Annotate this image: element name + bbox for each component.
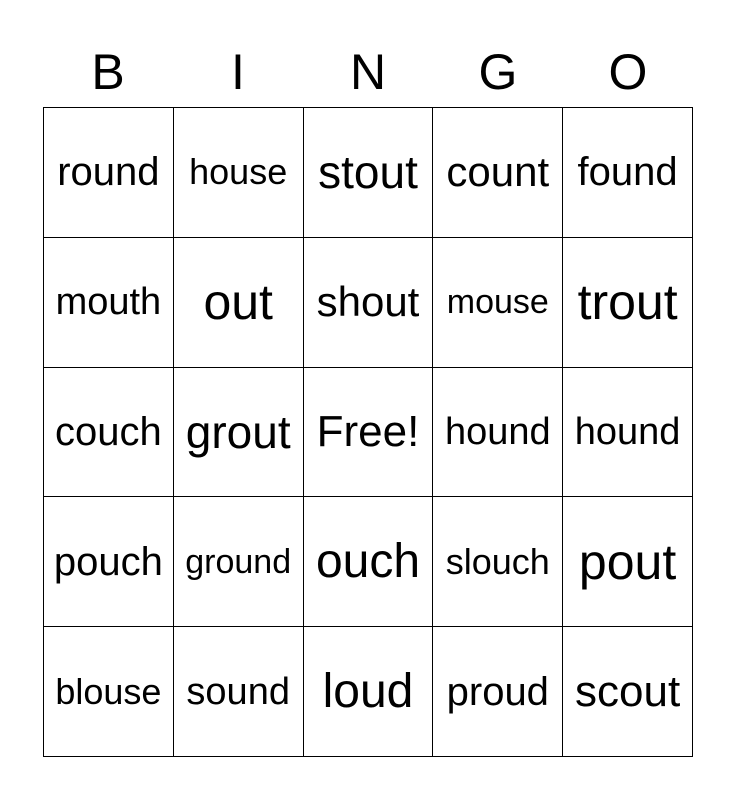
header-letter-g: G bbox=[478, 44, 518, 100]
bingo-cell-r3-c2[interactable] bbox=[174, 368, 304, 498]
cell-word: house bbox=[189, 151, 288, 193]
bingo-cell-r5-c1[interactable] bbox=[44, 627, 174, 757]
bingo-cell-r2-c4[interactable] bbox=[433, 238, 563, 368]
cell-word: hound bbox=[574, 410, 681, 453]
bingo-cell-r3-c4[interactable] bbox=[433, 368, 563, 498]
cell-word: grout bbox=[185, 405, 291, 458]
cell-word: stout bbox=[318, 146, 418, 199]
header-letter-i: I bbox=[231, 44, 245, 100]
bingo-cell-r2-c5[interactable] bbox=[563, 238, 693, 368]
cell-word: out bbox=[203, 274, 273, 331]
bingo-cell-r2-c3[interactable] bbox=[304, 238, 434, 368]
bingo-cell-r4-c2[interactable] bbox=[174, 497, 304, 627]
bingo-cell-r5-c5[interactable] bbox=[563, 627, 693, 757]
cell-word: pouch bbox=[53, 539, 163, 584]
bingo-cell-r5-c3[interactable] bbox=[304, 627, 434, 757]
bingo-cell-r3-c3[interactable] bbox=[304, 368, 434, 498]
cell-word: hound bbox=[444, 410, 551, 453]
cell-word: pout bbox=[578, 533, 677, 590]
cell-word: couch bbox=[55, 409, 162, 454]
cell-word: blouse bbox=[55, 670, 162, 712]
bingo-cell-r1-c3[interactable] bbox=[304, 108, 434, 238]
cell-word: Free! bbox=[316, 406, 420, 456]
cell-word: loud bbox=[322, 664, 414, 718]
bingo-cell-r2-c1[interactable] bbox=[44, 238, 174, 368]
bingo-cell-r4-c1[interactable] bbox=[44, 497, 174, 627]
header-letter-b: B bbox=[91, 44, 125, 100]
bingo-cell-r4-c3[interactable] bbox=[304, 497, 434, 627]
bingo-cell-r1-c2[interactable] bbox=[174, 108, 304, 238]
cell-word: scout bbox=[575, 666, 681, 716]
bingo-cell-r3-c5[interactable] bbox=[563, 368, 693, 498]
cell-word: shout bbox=[316, 278, 420, 326]
cell-word: mouth bbox=[55, 281, 162, 324]
bingo-cell-r3-c1[interactable] bbox=[44, 368, 174, 498]
cell-word: proud bbox=[446, 669, 549, 714]
bingo-cell-r1-c4[interactable] bbox=[433, 108, 563, 238]
cell-word: ouch bbox=[315, 534, 421, 588]
cell-word: ground bbox=[185, 542, 292, 581]
cell-word: trout bbox=[577, 274, 678, 331]
cell-word: round bbox=[57, 150, 160, 195]
header-letter-n: N bbox=[349, 44, 387, 100]
bingo-cell-r4-c4[interactable] bbox=[433, 497, 563, 627]
cell-word: count bbox=[446, 148, 550, 196]
bingo-cell-r4-c5[interactable] bbox=[563, 497, 693, 627]
cell-word: mouse bbox=[446, 283, 549, 322]
bingo-cell-r2-c2[interactable] bbox=[174, 238, 304, 368]
bingo-cell-r1-c5[interactable] bbox=[563, 108, 693, 238]
bingo-cell-r5-c2[interactable] bbox=[174, 627, 304, 757]
bingo-board bbox=[43, 107, 693, 757]
header-letter-o: O bbox=[608, 44, 648, 100]
cell-word: slouch bbox=[445, 540, 550, 582]
bingo-cell-r5-c4[interactable] bbox=[433, 627, 563, 757]
bingo-header bbox=[43, 40, 693, 104]
cell-word: sound bbox=[186, 670, 290, 713]
cell-word: found bbox=[577, 150, 678, 195]
bingo-cell-r1-c1[interactable] bbox=[44, 108, 174, 238]
